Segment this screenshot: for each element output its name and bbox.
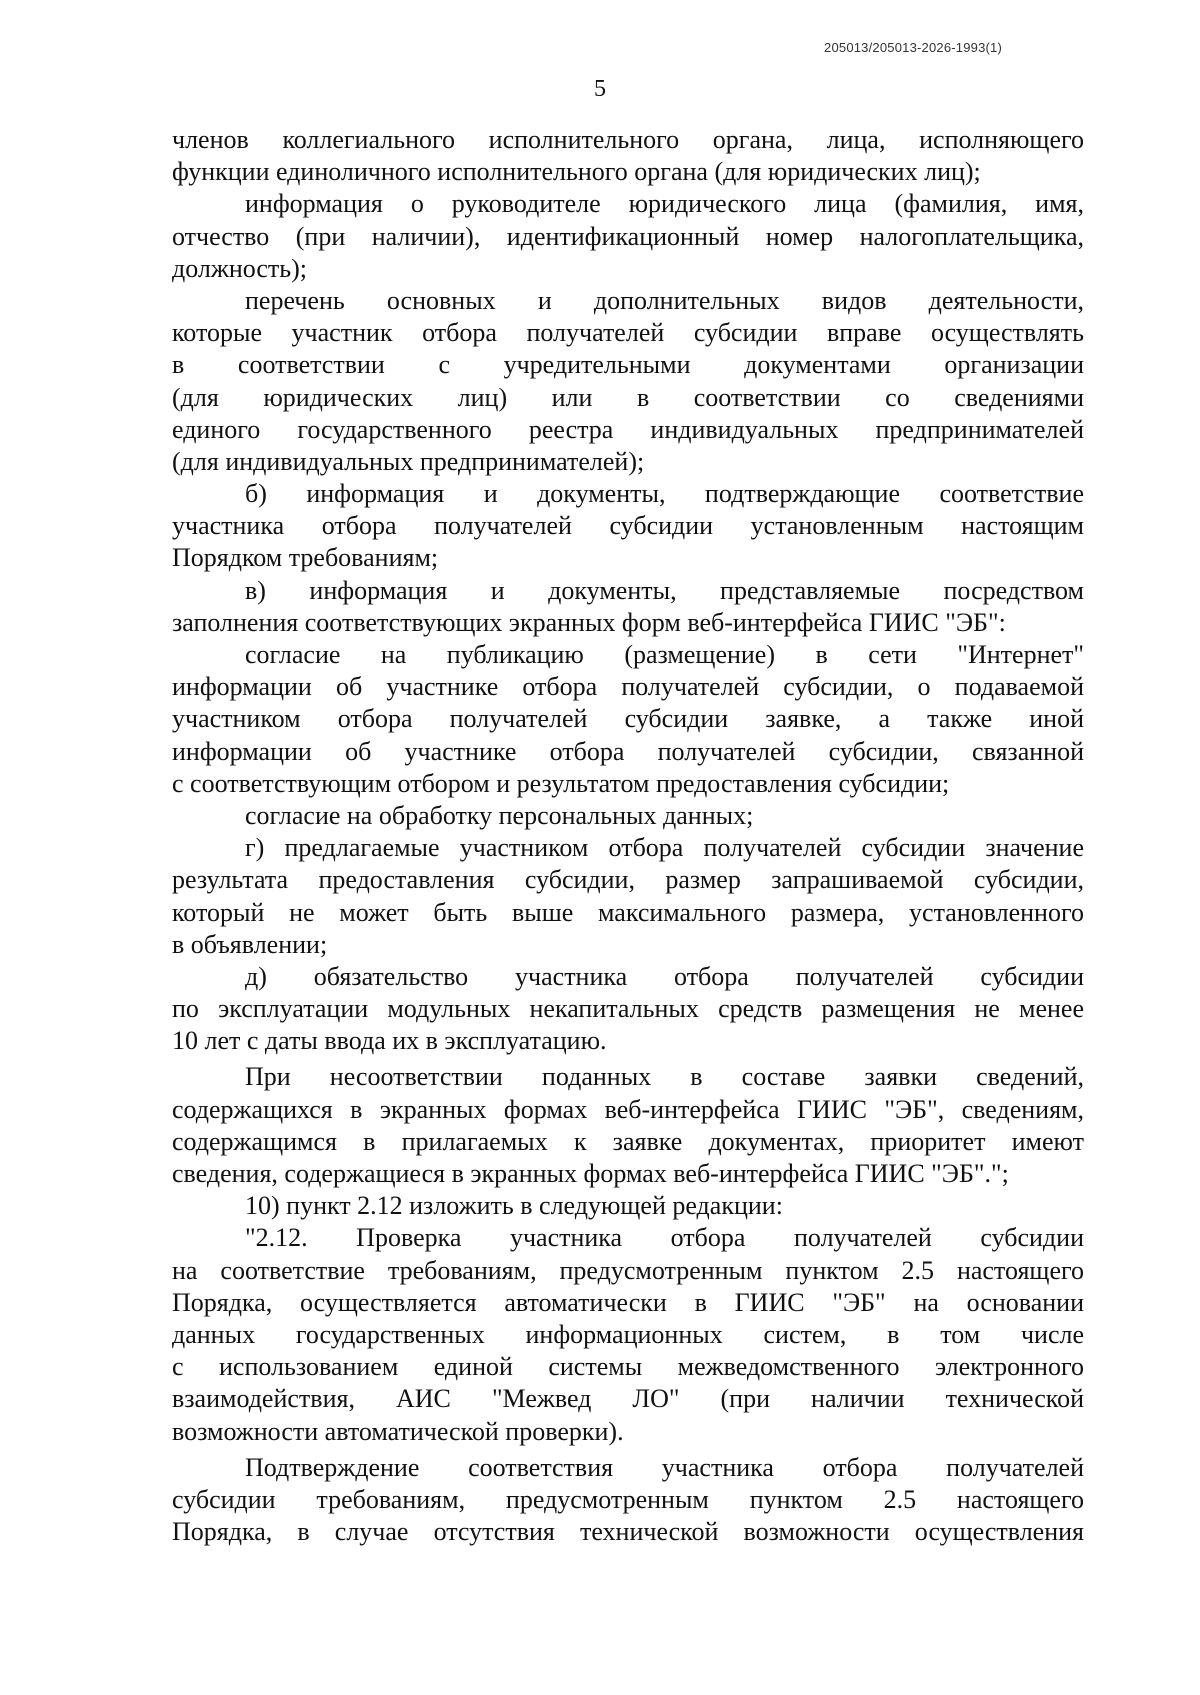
text-line: результата предоставления субсидии, размер запрашиваемой субсидии, [172,865,1084,895]
text-line: содержащимся в прилагаемых к заявке документах, приоритет имеют [172,1126,1084,1156]
text-line: информации об участнике отбора получателей субсидии, связанной [172,736,1084,766]
text-line: с использованием единой системы межведомственного электронного [172,1352,1084,1382]
text-line: информация о руководителе юридического лица (фамилия, имя, [245,189,1084,219]
text-line: участника отбора получателей субсидии установленным настоящим [172,511,1084,541]
text-line: единого государственного реестра индивидуальных предпринимателей [172,414,1084,444]
text-line: заполнения соответствующих экранных форм веб-интерфейса ГИИС "ЭБ": [172,607,1006,637]
text-line: "2.12. Проверка участника отбора получателей субсидии [245,1223,1084,1253]
text-line: перечень основных и дополнительных видов деятельности, [245,285,1084,315]
document-body [172,124,1084,1548]
text-line: в объявлении; [172,929,328,959]
text-line: которые участник отбора получателей субсидии вправе осуществлять [172,318,1084,348]
text-line: который не может быть выше максимального размера, установленного [172,897,1084,927]
text-line: согласие на обработку персональных данных; [245,800,754,830]
text-line: 10) пункт 2.12 изложить в следующей редакции: [245,1191,783,1221]
text-line: При несоответствии поданных в составе заявки сведений, [245,1062,1084,1092]
document-id: 205013/205013-2026-1993(1) [824,40,1002,55]
text-line: должность); [172,253,308,283]
text-line: Порядком требованиям; [172,543,439,573]
page-number: 5 [594,76,606,102]
text-line: Подтверждение соответствия участника отбора получателей [245,1452,1084,1482]
text-line: Порядка, осуществляется автоматически в ГИИС "ЭБ" на основании [172,1287,1084,1317]
text-line: в соответствии с учредительными документами организации [172,350,1084,380]
text-line: субсидии требованиям, предусмотренным пунктом 2.5 настоящего [172,1484,1084,1514]
text-line: по эксплуатации модульных некапитальных средств размещения не менее [172,994,1084,1024]
text-line: участником отбора получателей субсидии заявке, а также иной [172,704,1084,734]
text-line: данных государственных информационных систем, в том числе [172,1319,1084,1349]
text-line: сведения, содержащиеся в экранных формах веб-интерфейса ГИИС "ЭБ"."; [172,1159,1009,1188]
text-line: согласие на публикацию (размещение) в сети "Интернет" [245,640,1084,669]
text-line: содержащихся в экранных формах веб-интерфейса ГИИС "ЭБ", сведениям, [172,1094,1084,1124]
text-line: взаимодействия, АИС "Межвед ЛО" (при наличии технической [172,1384,1084,1414]
text-line: отчество (при наличии), идентификационный номер налогоплательщика, [172,221,1084,251]
text-line: г) предлагаемые участником отбора получателей субсидии значение [245,833,1084,863]
text-line: д) обязательство участника отбора получателей субсидии [245,961,1084,991]
text-line: Порядка, в случае отсутствия технической возможности осуществления [172,1517,1084,1547]
text-line: возможности автоматической проверки). [172,1416,624,1446]
text-line: на соответствие требованиям, предусмотренным пунктом 2.5 настоящего [172,1255,1084,1285]
text-line: в) информация и документы, представляемые посредством [245,575,1084,605]
text-line: (для индивидуальных предпринимателей); [172,446,645,476]
text-line: (для юридических лиц) или в соответствии со сведениями [172,382,1084,412]
text-line: 10 лет с даты ввода их в эксплуатацию. [172,1026,607,1056]
text-line: функции единоличного исполнительного органа (для юридических лиц); [172,157,981,187]
text-line: с соответствующим отбором и результатом предоставления субсидии; [172,768,950,798]
text-line: информации об участнике отбора получателей субсидии, о подаваемой [172,672,1084,702]
text-line: б) информация и документы, подтверждающие соответствие [245,479,1084,509]
text-line: членов коллегиального исполнительного органа, лица, исполняющего [172,125,1084,154]
